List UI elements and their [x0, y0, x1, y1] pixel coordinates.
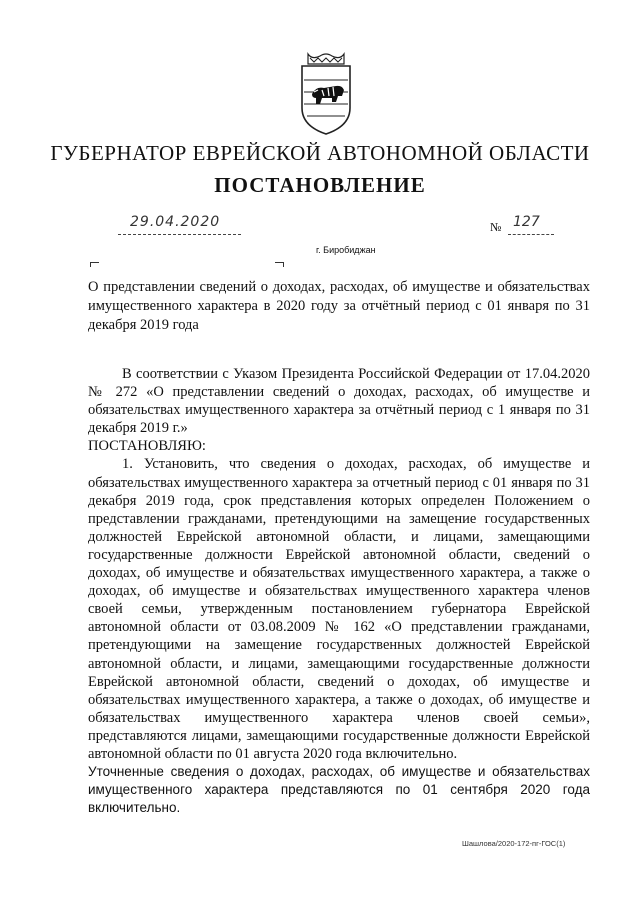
number-label: №	[490, 220, 502, 234]
intro-paragraph: В соответствии с Указом Президента Российской Федерации от 17.04.2020 № 272 «О представлении сведений о доходах, расходах, об имуществе и обязательствах имущественного характера за отчётный период с 1 января по 31 декабря 2019 г.»	[88, 366, 590, 437]
document-reference: Шашлова/2020-172-пг-ГОС(1)	[462, 839, 566, 848]
decree-word: ПОСТАНОВЛЯЮ:	[88, 438, 206, 455]
corner-mark-left	[90, 262, 99, 267]
issuer-title: ГУБЕРНАТОР ЕВРЕЙСКОЙ АВТОНОМНОЙ ОБЛАСТИ	[50, 141, 590, 165]
item-1-continuation: Уточненные сведения о доходах, расходах, об имуществе и обязательствах имущественного характера представляются по 01 сентября 2020 года включительно.	[88, 764, 590, 816]
document-number: 127	[513, 214, 540, 230]
document-date: 29.04.2020	[130, 214, 221, 230]
coat-of-arms-icon	[298, 52, 354, 136]
item-1-paragraph: 1. Установить, что сведения о доходах, расходах, об имуществе и обязательствах имущественного характера за отчетный период с 01 января по 31 декабря 2019 года, срок представления которых определен Положением о представлении гражданами, претендующими на замещение государственных должностей Еврейской автономной области, и лицами, замещающими государственные должности Еврейской автономной области, сведений о доходах, об имуществе и обязательствах имущественного характера, а также о доходах, об имуществе и обязательствах имущественного характера членов своей семьи, утвержденным постановлением губернатора Еврейской автономной области от 03.08.2009 № 162 «О представлении гражданами, претендующими на замещение государственных должностей Еврейской автономной области, и лицами, замещающими государственные должности Еврейской автономной области, сведений о доходах, об имуществе и обязательствах имущественного характера, а также о доходах, об имуществе и обязательствах имущественного характера членов своей семьи», представляются лицами, замещающими государственные должности Еврейской автономной области по 01 августа 2020 года включительно.	[88, 456, 590, 762]
city-label: г. Биробиджан	[316, 245, 376, 255]
document-body	[88, 365, 590, 817]
document-subject: О представлении сведений о доходах, расходах, об имуществе и обязательствах имущественного характера в 2020 году за отчётный период с 01 января по 31 декабря 2019 года	[88, 279, 590, 333]
document-type: ПОСТАНОВЛЕНИЕ	[214, 173, 426, 197]
corner-mark-right	[275, 262, 284, 267]
